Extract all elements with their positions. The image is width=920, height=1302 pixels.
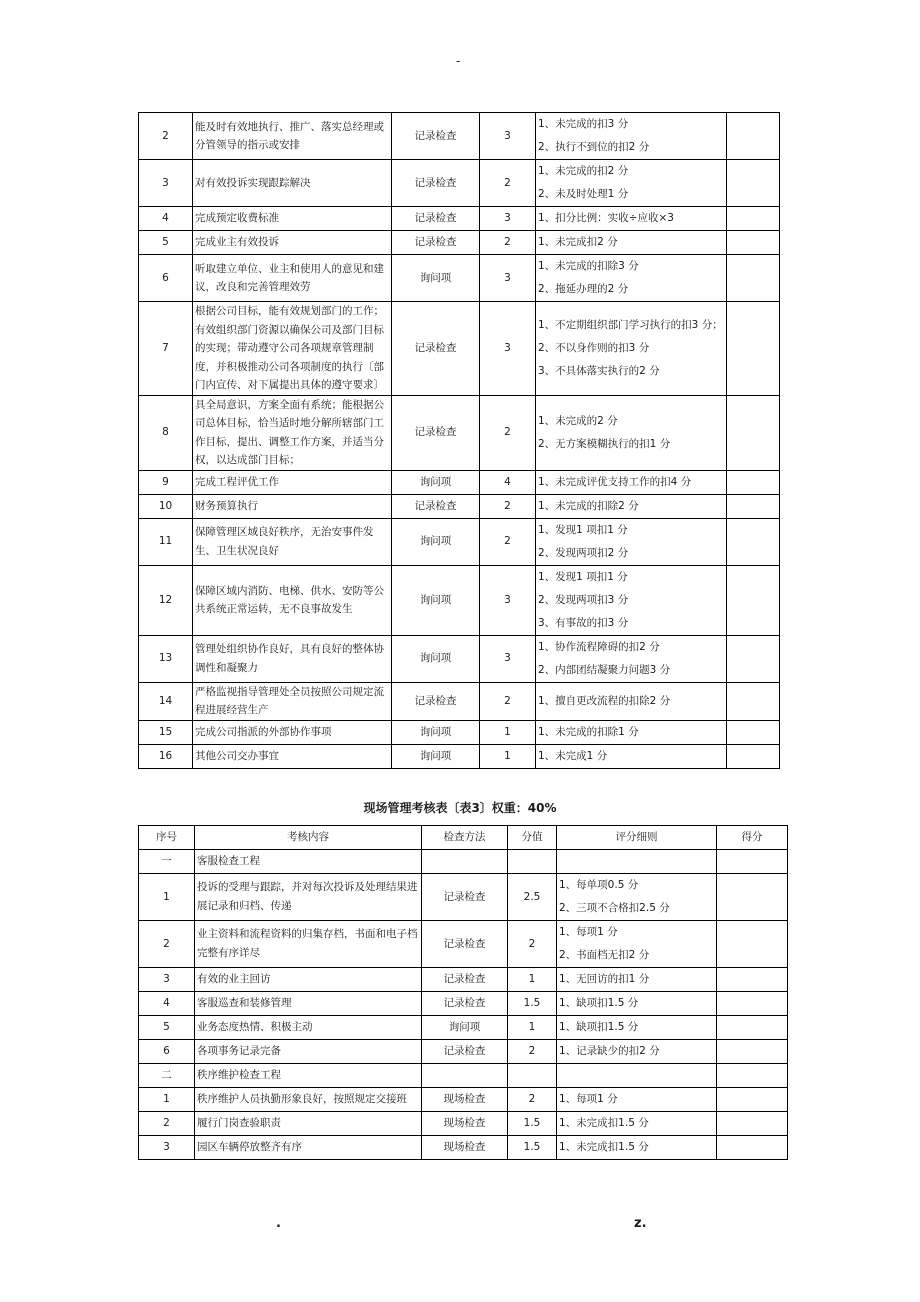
row-rules bbox=[557, 921, 717, 968]
row-content: 业主资料和流程资料的归集存档，书面和电子档完整有序详尽 bbox=[195, 921, 422, 968]
table-row bbox=[139, 1136, 788, 1160]
table-row bbox=[139, 1040, 788, 1064]
row-number: 3 bbox=[139, 160, 193, 207]
table-row bbox=[139, 231, 780, 255]
row-result bbox=[717, 1064, 788, 1088]
row-number: 3 bbox=[139, 968, 195, 992]
row-score: 3 bbox=[480, 113, 536, 160]
rule-line: 1、未完成的扣3 分 bbox=[538, 118, 629, 130]
row-score: 1.5 bbox=[508, 1136, 557, 1160]
rule-line: 1、不定期组织部门学习执行的扣3 分； bbox=[538, 318, 723, 331]
row-content: 管理处组织协作良好，具有良好的整体协调性和凝聚力 bbox=[193, 635, 392, 682]
row-method: 询问项 bbox=[392, 565, 480, 635]
row-content: 保障区域内消防、电梯、供水、安防等公共系统正常运转，无不良事故发生 bbox=[193, 565, 392, 635]
rule-line: 1、每项1 分 bbox=[559, 1093, 618, 1105]
row-result bbox=[727, 160, 780, 207]
row-result bbox=[717, 1136, 788, 1160]
rule-line: 1、每项1 分 bbox=[559, 926, 618, 938]
row-result bbox=[717, 874, 788, 921]
rule-line: 1、未完成评优支持工作的扣4 分 bbox=[538, 475, 692, 488]
row-number: 1 bbox=[139, 1088, 195, 1112]
table-row bbox=[139, 874, 788, 921]
row-content: 秩序维护检查工程 bbox=[195, 1064, 422, 1088]
header-score: 分值 bbox=[508, 826, 557, 850]
row-rules bbox=[536, 518, 727, 565]
row-method: 询问项 bbox=[392, 255, 480, 302]
row-number: 1 bbox=[139, 874, 195, 921]
row-method: 记录检查 bbox=[422, 968, 508, 992]
row-result bbox=[717, 921, 788, 968]
row-score: 3 bbox=[480, 565, 536, 635]
rule-line: 1、缺项扣1.5 分 bbox=[559, 997, 639, 1009]
row-content: 能及时有效地执行、推广、落实总经理或分管领导的指示或安排 bbox=[193, 113, 392, 160]
row-score: 2 bbox=[508, 1088, 557, 1112]
row-rules bbox=[557, 1136, 717, 1160]
footer-right-mark: z. bbox=[634, 1216, 647, 1231]
rule-line: 1、无回访的扣1 分 bbox=[559, 973, 650, 985]
row-content: 履行门岗查验职责 bbox=[195, 1112, 422, 1136]
row-number: 3 bbox=[139, 1136, 195, 1160]
row-method: 询问项 bbox=[392, 744, 480, 768]
rule-line: 1、未完成扣1.5 分 bbox=[559, 1117, 649, 1129]
row-result bbox=[727, 470, 780, 494]
table-row bbox=[139, 1064, 788, 1088]
table-row bbox=[139, 992, 788, 1016]
row-rules bbox=[557, 1088, 717, 1112]
row-method: 询问项 bbox=[392, 635, 480, 682]
row-result bbox=[727, 682, 780, 720]
row-number: 6 bbox=[139, 255, 193, 302]
header-result: 得分 bbox=[717, 826, 788, 850]
table-row bbox=[139, 302, 780, 396]
row-number: 一 bbox=[139, 850, 195, 874]
rule-line: 1、记录缺少的扣2 分 bbox=[559, 1045, 660, 1057]
row-result bbox=[727, 113, 780, 160]
row-method: 记录检查 bbox=[392, 494, 480, 518]
row-content: 客服检查工程 bbox=[195, 850, 422, 874]
rule-line: 2、发现两项扣3 分 bbox=[538, 593, 629, 606]
row-content: 园区车辆停放整齐有序 bbox=[195, 1136, 422, 1160]
row-content: 完成公司指派的外部协作事项 bbox=[193, 720, 392, 744]
row-content: 投诉的受理与跟踪，并对每次投诉及处理结果进展记录和归档、传递 bbox=[195, 874, 422, 921]
row-rules bbox=[536, 395, 727, 470]
row-content: 具全局意识，方案全面有系统；能根据公司总体目标，恰当适时地分解所辖部门工作目标，提出、调整工作方案，并适当分权，以达成部门目标； bbox=[193, 395, 392, 470]
rule-line: 2、书面档无扣2 分 bbox=[559, 949, 650, 961]
row-number: 11 bbox=[139, 518, 193, 565]
row-number: 4 bbox=[139, 992, 195, 1016]
row-number: 5 bbox=[139, 1016, 195, 1040]
row-method: 现场检查 bbox=[422, 1136, 508, 1160]
row-score: 3 bbox=[480, 302, 536, 396]
row-number: 8 bbox=[139, 395, 193, 470]
row-method bbox=[422, 850, 508, 874]
rule-line: 2、三项不合格扣2.5 分 bbox=[559, 902, 670, 914]
table-row bbox=[139, 635, 780, 682]
row-method: 记录检查 bbox=[392, 207, 480, 231]
rule-line: 1、擅自更改流程的扣除2 分 bbox=[538, 694, 671, 707]
table-row bbox=[139, 720, 780, 744]
rule-line: 2、未及时处理1 分 bbox=[538, 188, 629, 200]
row-method: 询问项 bbox=[392, 720, 480, 744]
row-rules bbox=[536, 113, 727, 160]
row-number: 2 bbox=[139, 921, 195, 968]
row-rules bbox=[536, 160, 727, 207]
row-method: 记录检查 bbox=[392, 231, 480, 255]
row-number: 6 bbox=[139, 1040, 195, 1064]
header-mark: - bbox=[456, 54, 461, 68]
row-score: 3 bbox=[480, 255, 536, 302]
row-method: 现场检查 bbox=[422, 1088, 508, 1112]
row-score: 1.5 bbox=[508, 1112, 557, 1136]
row-score: 2 bbox=[480, 682, 536, 720]
row-method: 记录检查 bbox=[422, 992, 508, 1016]
row-number: 10 bbox=[139, 494, 193, 518]
rule-line: 3、不具体落实执行的2 分 bbox=[538, 364, 660, 377]
rule-line: 1、未完成的2 分 bbox=[538, 414, 618, 427]
rule-line: 2、内部团结凝聚力问题3 分 bbox=[538, 663, 671, 676]
row-rules bbox=[536, 682, 727, 720]
header-no: 序号 bbox=[139, 826, 195, 850]
row-score bbox=[508, 1064, 557, 1088]
rule-line: 1、发现1 项扣1 分 bbox=[538, 570, 628, 583]
rule-line: 2、不以身作则的扣3 分 bbox=[538, 341, 650, 354]
row-method: 询问项 bbox=[392, 470, 480, 494]
rule-line: 1、发现1 项扣1 分 bbox=[538, 523, 628, 536]
row-score: 3 bbox=[480, 635, 536, 682]
footer-left-mark: . bbox=[276, 1216, 281, 1231]
table-header-row bbox=[139, 826, 788, 850]
row-score: 2 bbox=[480, 160, 536, 207]
row-content: 完成业主有效投诉 bbox=[193, 231, 392, 255]
row-result bbox=[727, 494, 780, 518]
row-content: 听取建立单位、业主和使用人的意见和建议，改良和完善管理效劳 bbox=[193, 255, 392, 302]
row-score: 2 bbox=[508, 1040, 557, 1064]
rule-line: 2、发现两项扣2 分 bbox=[538, 546, 629, 559]
rule-line: 1、未完成扣1.5 分 bbox=[559, 1141, 649, 1153]
site-management-table bbox=[138, 825, 788, 1160]
row-rules bbox=[557, 850, 717, 874]
row-number: 二 bbox=[139, 1064, 195, 1088]
rule-line: 2、无方案模糊执行的扣1 分 bbox=[538, 437, 671, 450]
rule-line: 1、未完成的扣除3 分 bbox=[538, 260, 639, 272]
row-result bbox=[727, 720, 780, 744]
rule-line: 1、未完成的扣2 分 bbox=[538, 165, 629, 177]
table-row bbox=[139, 395, 780, 470]
row-number: 7 bbox=[139, 302, 193, 396]
row-score: 1 bbox=[508, 968, 557, 992]
row-content: 客服巡查和装修管理 bbox=[195, 992, 422, 1016]
row-rules bbox=[536, 635, 727, 682]
rule-line: 1、未完成的扣除1 分 bbox=[538, 725, 639, 738]
row-method bbox=[422, 1064, 508, 1088]
row-score bbox=[508, 850, 557, 874]
row-rules bbox=[536, 744, 727, 768]
row-rules bbox=[557, 968, 717, 992]
row-rules bbox=[536, 565, 727, 635]
row-score: 1 bbox=[508, 1016, 557, 1040]
row-score: 1 bbox=[480, 720, 536, 744]
rule-line: 1、缺项扣1.5 分 bbox=[559, 1021, 639, 1033]
row-rules bbox=[557, 1112, 717, 1136]
table-row bbox=[139, 682, 780, 720]
row-content: 秩序维护人员执勤形象良好，按照规定交接班 bbox=[195, 1088, 422, 1112]
row-method: 询问项 bbox=[392, 518, 480, 565]
table-row bbox=[139, 1112, 788, 1136]
row-content: 财务预算执行 bbox=[193, 494, 392, 518]
row-number: 2 bbox=[139, 1112, 195, 1136]
table-row bbox=[139, 518, 780, 565]
rule-line: 3、有事故的扣3 分 bbox=[538, 616, 629, 629]
row-result bbox=[727, 395, 780, 470]
row-rules bbox=[536, 494, 727, 518]
row-result bbox=[727, 255, 780, 302]
row-method: 询问项 bbox=[422, 1016, 508, 1040]
row-content: 对有效投诉实现跟踪解决 bbox=[193, 160, 392, 207]
row-result bbox=[717, 1016, 788, 1040]
row-rules bbox=[536, 231, 727, 255]
row-content: 保障管理区域良好秩序，无治安事件发生、卫生状况良好 bbox=[193, 518, 392, 565]
row-result bbox=[727, 635, 780, 682]
row-method: 记录检查 bbox=[392, 302, 480, 396]
table-row bbox=[139, 921, 788, 968]
row-rules bbox=[536, 255, 727, 302]
row-content: 根据公司目标，能有效规划部门的工作；有效组织部门资源以确保公司及部门目标的实现；带动遵守公司各项规章管理制度，并积极推动公司各项制度的执行〔部门内宣传、对下属提出具体的遵守要求〕 bbox=[193, 302, 392, 396]
table-row bbox=[139, 113, 780, 160]
row-result bbox=[727, 565, 780, 635]
row-result bbox=[717, 1088, 788, 1112]
row-result bbox=[717, 1112, 788, 1136]
table-row bbox=[139, 255, 780, 302]
row-rules bbox=[536, 207, 727, 231]
row-method: 记录检查 bbox=[392, 113, 480, 160]
table-row bbox=[139, 744, 780, 768]
row-score: 2 bbox=[480, 518, 536, 565]
row-method: 记录检查 bbox=[392, 682, 480, 720]
row-method: 现场检查 bbox=[422, 1112, 508, 1136]
header-method: 检查方法 bbox=[422, 826, 508, 850]
row-number: 9 bbox=[139, 470, 193, 494]
rule-line: 1、扣分比例：实收÷应收×3 bbox=[538, 212, 674, 224]
row-result bbox=[717, 968, 788, 992]
row-method: 记录检查 bbox=[422, 921, 508, 968]
table-row bbox=[139, 968, 788, 992]
row-method: 记录检查 bbox=[422, 1040, 508, 1064]
rule-line: 1、未完成的扣除2 分 bbox=[538, 499, 639, 512]
row-result bbox=[727, 207, 780, 231]
row-score: 2 bbox=[480, 494, 536, 518]
rule-line: 2、执行不到位的扣2 分 bbox=[538, 141, 650, 153]
rule-line: 1、每单项0.5 分 bbox=[559, 879, 639, 891]
row-result bbox=[727, 518, 780, 565]
row-result bbox=[717, 992, 788, 1016]
table-row bbox=[139, 850, 788, 874]
row-score: 2.5 bbox=[508, 874, 557, 921]
row-number: 15 bbox=[139, 720, 193, 744]
table-row bbox=[139, 160, 780, 207]
row-rules bbox=[557, 874, 717, 921]
table-row bbox=[139, 207, 780, 231]
row-number: 12 bbox=[139, 565, 193, 635]
row-rules bbox=[536, 470, 727, 494]
row-number: 16 bbox=[139, 744, 193, 768]
rule-line: 2、拖延办理的2 分 bbox=[538, 283, 629, 295]
row-rules bbox=[536, 302, 727, 396]
row-rules bbox=[557, 1016, 717, 1040]
evaluation-table-continued bbox=[138, 112, 780, 769]
table-row bbox=[139, 1088, 788, 1112]
row-score: 2 bbox=[480, 231, 536, 255]
table-row bbox=[139, 1016, 788, 1040]
row-score: 1.5 bbox=[508, 992, 557, 1016]
row-number: 5 bbox=[139, 231, 193, 255]
row-result bbox=[727, 302, 780, 396]
row-method: 记录检查 bbox=[392, 160, 480, 207]
table-row bbox=[139, 565, 780, 635]
row-result bbox=[727, 744, 780, 768]
row-content: 其他公司交办事宜 bbox=[193, 744, 392, 768]
header-content: 考核内容 bbox=[195, 826, 422, 850]
row-content: 有效的业主回访 bbox=[195, 968, 422, 992]
row-content: 业务态度热情、积极主动 bbox=[195, 1016, 422, 1040]
row-content: 完成工程评优工作 bbox=[193, 470, 392, 494]
rule-line: 1、未完成扣2 分 bbox=[538, 236, 618, 248]
row-result bbox=[717, 850, 788, 874]
row-number: 4 bbox=[139, 207, 193, 231]
row-content: 严格监视指导管理处全员按照公司规定流程进展经营生产 bbox=[193, 682, 392, 720]
row-rules bbox=[557, 1040, 717, 1064]
row-score: 2 bbox=[508, 921, 557, 968]
table3-title: 现场管理考核表〔表3〕权重：40% bbox=[363, 801, 557, 815]
row-score: 2 bbox=[480, 395, 536, 470]
table-row bbox=[139, 470, 780, 494]
row-result bbox=[727, 231, 780, 255]
row-number: 2 bbox=[139, 113, 193, 160]
header-rules: 评分细则 bbox=[557, 826, 717, 850]
rule-line: 1、协作流程障碍的扣2 分 bbox=[538, 640, 660, 653]
row-number: 13 bbox=[139, 635, 193, 682]
row-method: 记录检查 bbox=[422, 874, 508, 921]
rule-line: 1、未完成1 分 bbox=[538, 749, 608, 762]
row-number: 14 bbox=[139, 682, 193, 720]
row-score: 3 bbox=[480, 207, 536, 231]
row-score: 1 bbox=[480, 744, 536, 768]
row-method: 记录检查 bbox=[392, 395, 480, 470]
row-rules bbox=[557, 1064, 717, 1088]
table-row bbox=[139, 494, 780, 518]
row-result bbox=[717, 1040, 788, 1064]
row-rules bbox=[557, 992, 717, 1016]
row-content: 各项事务记录完备 bbox=[195, 1040, 422, 1064]
row-content: 完成预定收费标准 bbox=[193, 207, 392, 231]
row-rules bbox=[536, 720, 727, 744]
row-score: 4 bbox=[480, 470, 536, 494]
